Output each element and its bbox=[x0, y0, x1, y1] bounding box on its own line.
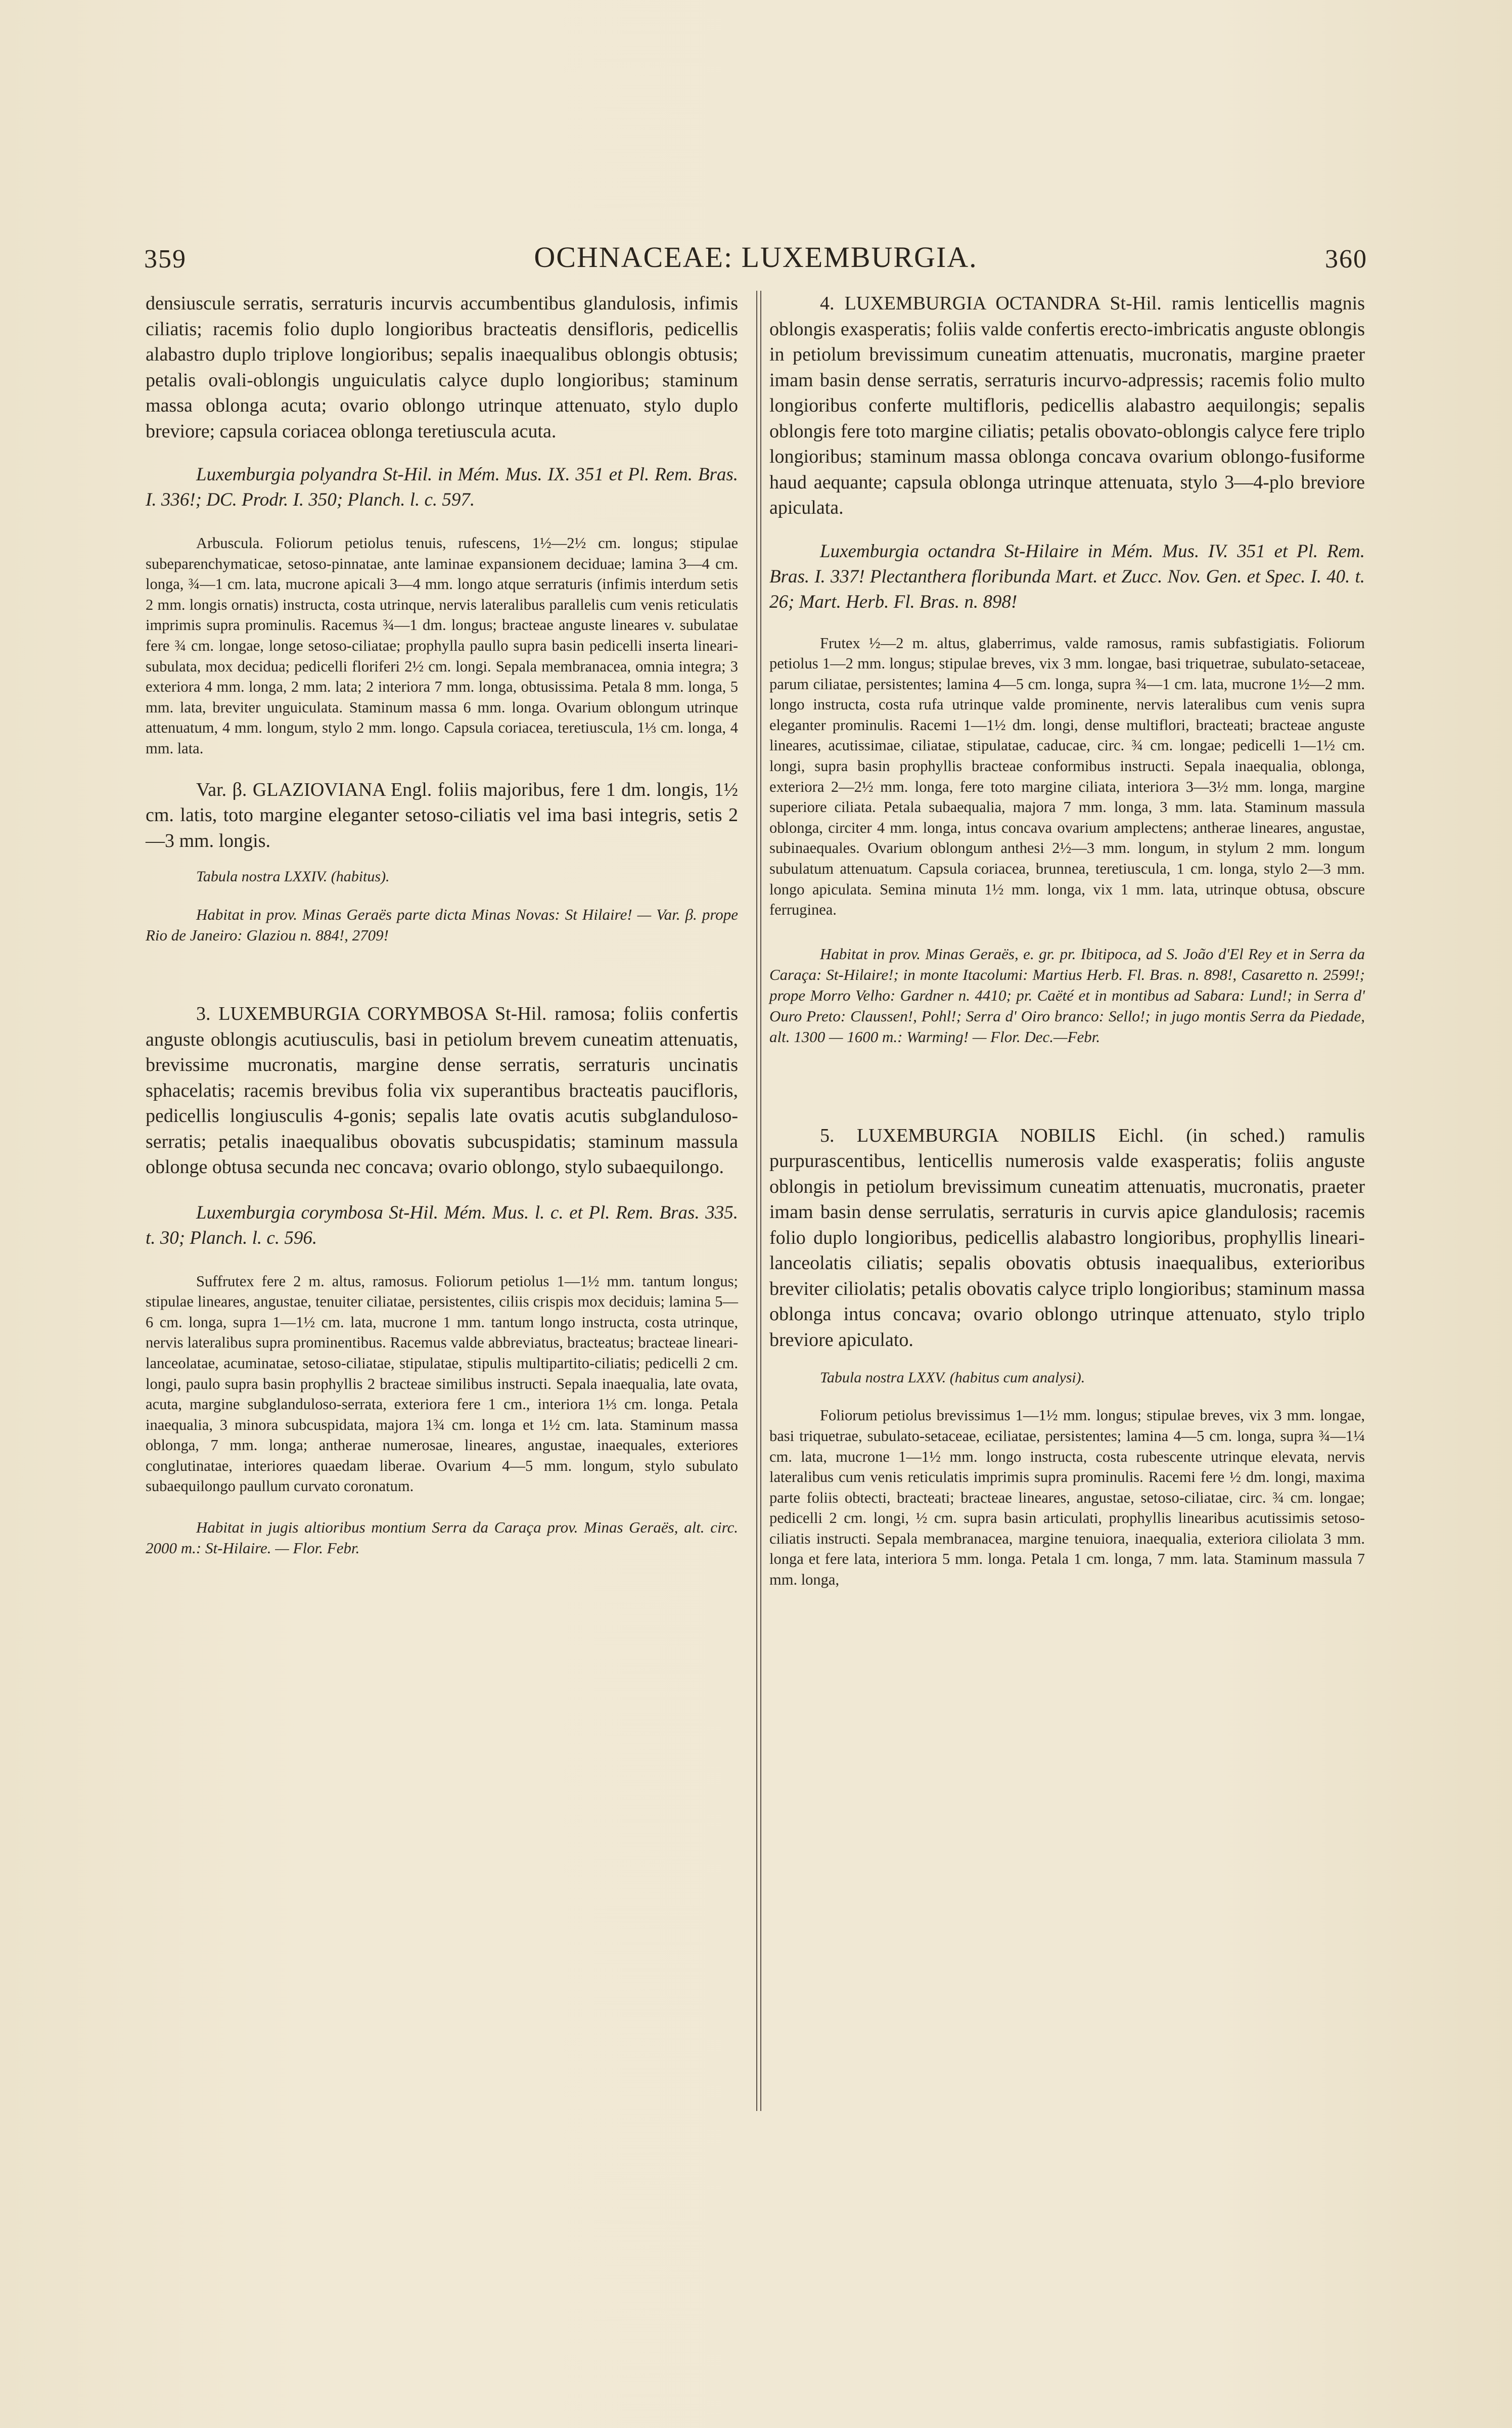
page-number-right: 360 bbox=[1325, 245, 1367, 274]
description-polyandra: Arbuscula. Foliorum petiolus tenuis, rufescens, 1½—2½ cm. longus; stipulae subeparenchymaticae, setoso-pinnatae, ante laminae expansionem deciduae; lamina 3—4 cm. longa, ¾—1 cm. lata, mucrone apicali 3—4 mm. longo atque serraturis (infimis interdum setis 2 mm. longis ornatis) instructa, costa utrinque, nervis lateralibus parallelis cum venis reticulatis imprimis supra prominulis. Racemus ¾—1 dm. longus; bracteae anguste lineares v. subulatae fere ¾ cm. longae, longe setoso-ciliatae; prophylla paullo supra basin pedicelli inserta lineari-subulata, mox decidua; pedicelli floriferi 2½ cm. longi. Sepala membranacea, omnia integra; 3 exteriora 4 mm. longa, 2 mm. lata; 2 interiora 7 mm. longa, obtusissima. Petala 8 mm. longa, 5 mm. lata, breviter unguiculata. Staminum massa 6 mm. longa. Ovarium oblongum utrinque attenuatum, 4 mm. longum, stylo 2 mm. longo. Capsula coriacea, teretiuscula, 1⅓ cm. longa, 4 mm. lata. bbox=[146, 534, 738, 757]
citation-octandra: Luxemburgia octandra St-Hilaire in Mém. Mus. IV. 351 et Pl. Rem. Bras. I. 337! Plectanthera floribunda Mart. et Zucc. Nov. Gen. et Spec. I. 40. t. 26; Mart. Herb. Fl. Bras. n. 898! bbox=[769, 541, 1365, 612]
column-divider bbox=[756, 291, 761, 2111]
species-3-corymbosa: 3. LUXEMBURGIA CORYMBOSA St-Hil. ramosa; foliis confertis anguste oblongis acutiusculis, basi in petiolum brevem cuneatim attenuatis, brevissime mucronatis, margine dense serratis, serraturis uncinatis sphacelatis; racemis brevibus folia vix superantibus bracteatis paucifloris, pedicellis longiusculis 4-gonis; sepalis late ovatis acutis subglanduloso-serratis; petalis inaequalibus obovatis subcuspidatis; staminum massula oblonge obtusa secunda nec concava; ovario oblongo, stylo subaequilongo. bbox=[146, 1003, 738, 1178]
plate-reference-75: Tabula nostra LXXV. (habitus cum analysi). bbox=[820, 1369, 1085, 1386]
plate-reference-74: Tabula nostra LXXIV. (habitus). bbox=[196, 868, 390, 885]
description-nobilis: Foliorum petiolus brevissimus 1—1½ mm. longus; stipulae breves, vix 3 mm. longae, basi triquetrae, subulato-setaceae, eciliatae, persistentes; lamina 4—5 cm. longa, supra ¾—1¼ cm. lata, mucrone 1—1½ mm. longo instructa, costa rubescente utrinque elevata, nervis lateralibus cum venis reticulatis imprimis supra prominulis. Racemi fere ½ dm. longi, maxima parte foliis obtecti, bracteati; bracteae lineares, angustae, setoso-ciliatae, circ. ¾ cm. longae; pedicelli 2 cm. longi, ½ cm. supra basin articulati, prophyllis linearibus acutissimis setoso-ciliatis instructi. Sepala membranacea, margine tenuiora, inaequalia, exteriora ciliolata 3 mm. longa et fere lata, interiora 5 mm. longa. Petala 1 cm. longa, 7 mm. lata. Staminum massula 7 mm. longa, bbox=[769, 1407, 1365, 1589]
description-octandra: Frutex ½—2 m. altus, glaberrimus, valde ramosus, ramis subfastigiatis. Foliorum petiolus 1—2 mm. longus; stipulae breves, vix 3 mm. longae, basi triquetrae, subulato-setaceae, parum ciliatae, persistentes; lamina 4—5 cm. longa, supra ¾—1 cm. lata, mucrone 1½—2 mm. longo instructa, costa rufa utrinque valde prominente, nervis lateralibus cum venis supra eleganter prominulis. Racemi 1—1½ dm. longi, dense multiflori, bracteati; bracteae anguste lineares, acutissimae, ciliatae, stipulatae, caducae, circ. ¾ cm. longae; pedicelli 1—1½ cm. longi, supra basin prophyllis bracteae conformibus instructi. Sepala inaequalia, oblonga, exteriora 2—2½ mm. longa, fere toto margine ciliata, interiora 3—3½ mm. longa, margine superiore ciliata. Petala subaequalia, majora 7 mm. longa, 3 mm. lata. Staminum massula oblonga, circiter 4 mm. longa, intus concava ovarium amplectens; antherae lineares, angustae, subinaequales. Ovarium oblongum anthesi 2½—3 mm. longum, in stylum 2 mm. longum subulatum attenuatum. Capsula coriacea, brunnea, teretiuscula, 1 cm. longa, stylo 2—3 mm. longo apiculata. Semina minuta 1½ mm. longa, vix 1 mm. lata, utrinque obtusa, obscure ferruginea. bbox=[769, 634, 1365, 919]
running-header bbox=[144, 240, 1367, 281]
citation-polyandra: Luxemburgia polyandra St-Hil. in Mém. Mus. IX. 351 et Pl. Rem. Bras. I. 336!; DC. Prodr. I. 350; Planch. l. c. 597. bbox=[146, 464, 738, 510]
right-column bbox=[769, 291, 1365, 1590]
page-number-left: 359 bbox=[144, 245, 187, 274]
species-4-octandra: 4. LUXEMBURGIA OCTANDRA St-Hil. ramis lenticellis magnis oblongis exasperatis; foliis valde confertis erecto-imbricatis anguste oblongis in petiolum brevissimum cuneatim attenuatis, mucronatis, margine praeter imam basin dense serratis, serraturis incurvo-adpressis; racemis folio multo longioribus conferte multifloris, pedicellis alabastro aequilongis; sepalis oblongis fere toto margine ciliatis; petalis obovato-oblongis calyce fere triplo longioribus; staminum massa oblonga concava ovarium oblongo-fusiforme haud aequante; capsula oblonga utrinque attenuata, stylo 3—4-plo breviore apiculata. bbox=[769, 293, 1365, 518]
citation-corymbosa: Luxemburgia corymbosa St-Hil. Mém. Mus. l. c. et Pl. Rem. Bras. 335. t. 30; Planch. l. c. 596. bbox=[146, 1202, 738, 1248]
left-column bbox=[146, 291, 738, 1558]
habitat-polyandra: Habitat in prov. Minas Geraës parte dicta Minas Novas: St Hilaire! — Var. β. prope Rio de Janeiro: Glaziou n. 884!, 2709! bbox=[146, 906, 738, 945]
running-title: OCHNACEAE: LUXEMBURGIA. bbox=[534, 241, 978, 274]
paragraph-continuation: densiuscule serratis, serraturis incurvis accumbentibus glandulosis, infimis ciliatis; racemis folio duplo longioribus bracteatis densifloris, pedicellis alabastro duplo triplove longioribus; sepalis inaequalibus oblongis obtusis; petalis ovali-oblongis unguiculatis calyce duplo longioribus; staminum massa oblonga acuta; ovario oblongo utrinque attenuato, stylo duplo breviore; capsula coriacea oblonga teretiuscula acuta. bbox=[146, 293, 738, 442]
description-corymbosa: Suffrutex fere 2 m. altus, ramosus. Foliorum petiolus 1—1½ mm. tantum longus; stipulae lineares, angustae, tenuiter ciliatae, persistentes, ciliis crispis mox deciduis; lamina 5—6 cm. longa, supra 1—1½ cm. lata, mucrone 1 mm. tantum longo instructa, costa utrinque, nervis lateralibus supra prominentibus. Racemus valde abbreviatus, bracteatus; bracteae lineari-lanceolatae, acuminatae, setoso-ciliatae, stipulatae, stipulis multipartito-ciliatis; pedicelli 2 cm. longi, paulo supra basin prophyllis 2 bracteae similibus instructi. Sepala inaequalia, late ovata, acuta, margine subglanduloso-serrata, exteriora fere 1 cm., interiora 1⅓ cm. longa. Petala inaequalia, 3 minora subcuspidata, majora 1¾ cm. longa et 1½ cm. lata. Staminum massa oblonga, 7 mm. longa; antherae numerosae, lineares, angustae, inaequales, exteriores conglutinatae, interiores quaedam liberae. Ovarium 4—5 mm. longum, stylo subulato subaequilongo paullum curvato coronatum. bbox=[146, 1272, 738, 1495]
habitat-octandra: Habitat in prov. Minas Geraës, e. gr. pr. Ibitipoca, ad S. João d'El Rey et in Serra da Caraça: St-Hilaire!; in monte Itacolumi: Martius Herb. Fl. Bras. n. 898!, Casaretto n. 2599!; prope Morro Velho: Gardner n. 4410; pr. Caëté et in montibus ad Sabara: Lund!; in Serra d' Ouro Preto: Claussen!, Pohl!; Serra d' Oiro branco: Sello!; in jugo montis Serra da Piedade, alt. 1300 — 1600 m.: Warming! — Flor. Dec.—Febr. bbox=[769, 945, 1365, 1046]
variety-glaziouana: Var. β. GLAZIOVIANA Engl. foliis majoribus, fere 1 dm. longis, 1½ cm. latis, toto margine eleganter setoso-ciliatis vel ima basi integris, setis 2—3 mm. longis. bbox=[146, 779, 738, 851]
species-5-nobilis: 5. LUXEMBURGIA NOBILIS Eichl. (in sched.) ramulis purpurascentibus, lenticellis numerosis valde exasperatis; foliis anguste oblongis in petiolum brevissimum cuneatim attenuatis, mucronatis, praeter imam basin dense serrulatis, serraturis in curvis apice glandulosis; racemis folio duplo longioribus, pedicellis alabastro longioribus, prophyllis lineari-lanceolatis ciliatis; sepalis obovatis obtusis inaequalibus, exterioribus breviter ciliolatis; petalis obovatis calyce triplo longioribus; staminum massa oblonga intus concava; ovario oblongo utrinque attenuato, stylo triplo breviore apiculato. bbox=[769, 1125, 1365, 1351]
habitat-corymbosa: Habitat in jugis altioribus montium Serra da Caraça prov. Minas Geraës, alt. circ. 2000 m.: St-Hilaire. — Flor. Febr. bbox=[146, 1518, 738, 1557]
